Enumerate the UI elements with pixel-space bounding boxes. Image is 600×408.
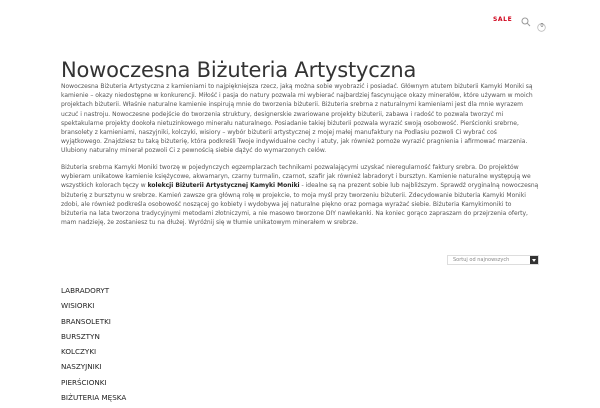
description-text-end: - idealne są na prezent sobie lub najbliższym. Sprawdź oryginalną nowoczesną biżuterię z bursztynu w srebrze. Kamień zawsze gra główną rolę w projekcie, to moja myśl przy tworzeniu biżuterii. Zdecydowanie biżuteria Kamyki Moniki zdobi, ale również podkreśla osobowość noszącej go kobiety i wydobywa jej naturalne piękno oraz pomaga wyrażać siebie. Biżuteria Kamykimoniki to biżuteria na lata tworzona tradycyjnymi metodami złotniczymi, a nie masowo tworzone DIY nawlekanki. Na koniec gorąco zapraszam do przejrzenia oferty, mam nadzieję, że zostaniesz tu na dłużej. Wyróżnij się w tłumie unikatowym minerałem w srebrze.: [61, 182, 539, 227]
collection-link[interactable]: kolekcji Biżuterii Artystycznej Kamyki Moniki: [147, 182, 300, 190]
cart-count: 0: [540, 23, 544, 29]
page-title: Nowoczesna Biżuteria Artystyczna: [61, 58, 417, 82]
search-icon[interactable]: [521, 17, 531, 27]
intro-paragraph: Nowoczesna Biżuteria Artystyczna z kamieniami to najpiękniejsza rzecz, jaką można sobie wyobrazić i posiadać. Głównym atutem biżuterii Kamyki Moniki są kamienie – okazy niedostępne w konkurencji. Miłość i pasja do natury pozwala mi wybierać najbardziej fascynujące okazy minerałów, które używam w moich projektach biżuterii. Właśnie naturalne kamienie inspirują mnie do tworzenia biżuterii. Biżuteria srebrna z naturalnymi kamieniami jest dla mnie wyrazem uczuć i nastroju. Nowoczesne podejście do tworzenia struktury, designerskie zwariowane projekty biżuterii, zabawa i radość to pozwala tworzyć mi spektakularne projekty dookoła nietuzinkowego minerału naturalnego. Posiadanie takiej biżuterii pozwala wyrazić swoją osobowość. Pierścionki srebrne, bransolety z kamieniami, naszyjniki, kolczyki, wisiory – wybór biżuterii artystycznej z mojej małej manufaktury na Podlasiu pozwoli Ci wybrać coś wyjątkowego. Znajdziesz tu taką biżuterię, która podkreśli Twoje indywidualne cechy i atuty, jak również pomoże wyrazić pragnienia i afirmować marzenia. Ulubiony naturalny minerał pozwoli Ci z pewnością siebie dążyć do wymarzonych celów.: [61, 83, 533, 155]
category-list: [61, 286, 126, 408]
category-item-bizuteria-meska[interactable]: BIŻUTERIA MĘSKA: [61, 393, 127, 403]
top-navigation: [0, 0, 600, 40]
description-paragraph: [61, 163, 539, 227]
chevron-down-icon[interactable]: [530, 256, 538, 264]
category-item-kolczyki[interactable]: KOLCZYKI: [61, 347, 97, 357]
sale-link[interactable]: SALE: [493, 16, 513, 23]
sort-select-value: Sortuj od najnowszych: [453, 257, 510, 263]
category-item-pierscionki[interactable]: PIERŚCIONKI: [61, 377, 107, 387]
description-text-start: Biżuteria srebrna Kamyki Moniki tworzę w pojedynczych egzemplarzach technikami pozwalającymi uzyskać nieregularność faktury srebra. Do projektów wybieram unikatowe kamienie księżycowe, akwamaryn, czarny turmalin, czarnot, szafir jak również labradoryt i bursztyn. Kamienie naturalne występują we wszystkich kolorach tęczy w: [61, 164, 531, 190]
category-item-labradoryt[interactable]: LABRADORYT: [61, 286, 110, 295]
category-item-bursztyn[interactable]: BURSZTYN: [61, 331, 100, 341]
category-item-bransoletki[interactable]: BRANSOLETKI: [61, 316, 111, 326]
category-item-wisiorki[interactable]: WISIORKI: [61, 301, 95, 311]
sort-select[interactable]: [447, 255, 539, 265]
category-item-naszyjniki[interactable]: NASZYJNIKI: [61, 362, 102, 372]
